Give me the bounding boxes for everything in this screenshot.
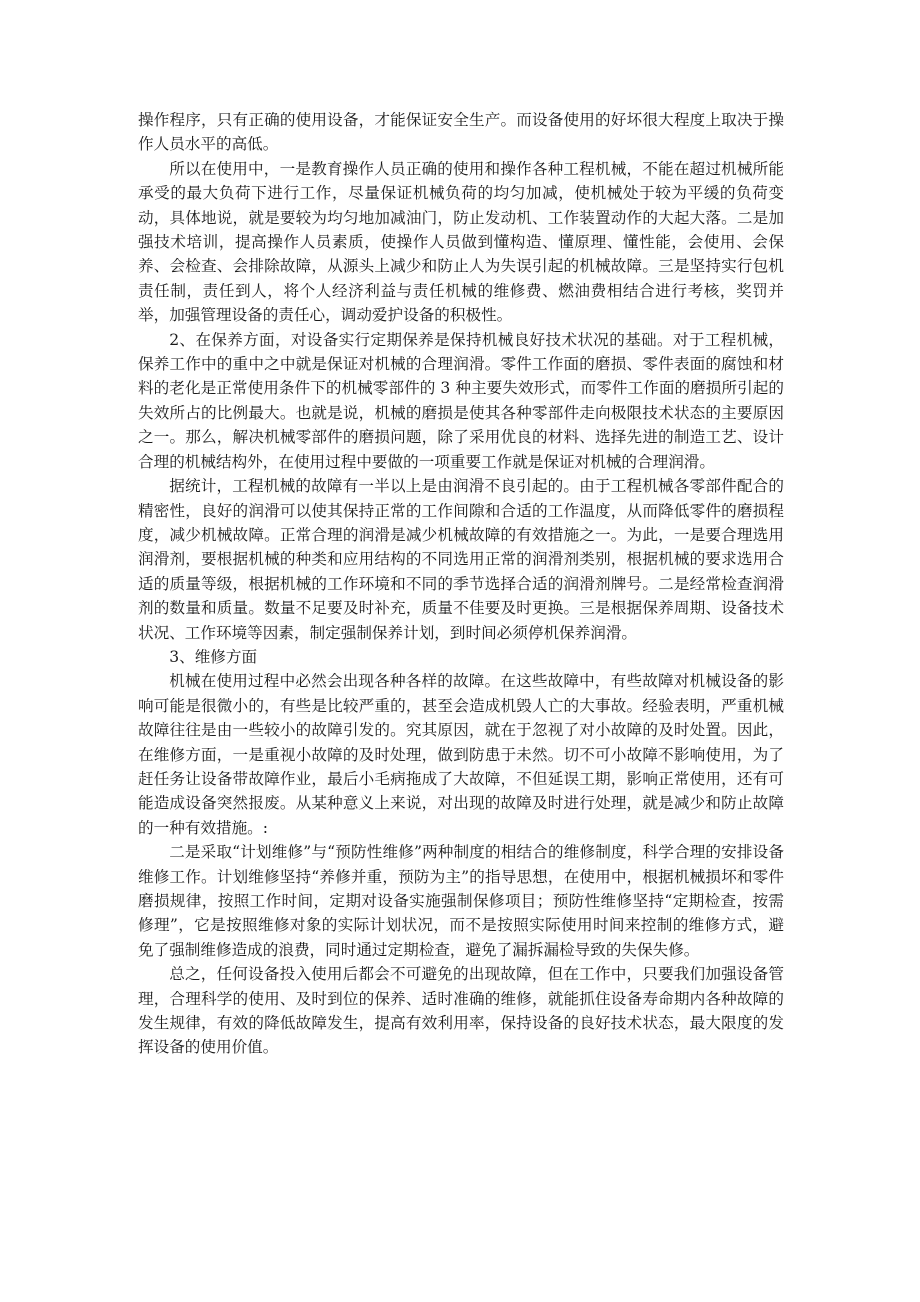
- paragraph-repair-minor-faults: 机械在使用过程中必然会出现各种各样的故障。在这些故障中，有些故障对机械设备的影响可能是很微小的，有些是比较严重的，甚至会造成机毁人亡的大事故。经验表明，严重机械故障往往是由一些较小的故障引发的。究其原因，就在于忽视了对小故障的及时处置。因此，在维修方面，一是重视小故障的及时处理，做到防患于未然。切不可小故障不影响使用，为了赶任务让设备带故障作业，最后小毛病拖成了大故障，不但延误工期，影响正常使用，还有可能造成设备突然报废。从某种意义上来说，对出现的故障及时进行处理，就是减少和防止故障的一种有效措施。:: [138, 672, 784, 837]
- paragraph-intro-continuation: 操作程序，只有正确的使用设备，才能保证安全生产。而设备使用的好坏很大程度上取决于操作人员水平的高低。: [138, 111, 784, 154]
- paragraph-repair-system: 二是采取“计划维修”与“预防性维修”两种制度的相结合的维修制度，科学合理的安排设备维修工作。计划维修坚持“养修并重，预防为主”的指导思想，在使用中，根据机械损坏和零件磨损规律，按照工作时间，定期对设备实施强制保修项目；预防性维修坚持“定期检查，按需修理”，它是按照维修对象的实际计划状况，而不是按照实际使用时间来控制的维修方式，避免了强制维修造成的浪费，同时通过定期检查，避免了漏拆漏检导致的失保失修。: [138, 843, 784, 959]
- document-body: [138, 108, 784, 1060]
- paragraph-lubrication: 据统计，工程机械的故障有一半以上是由润滑不良引起的。由于工程机械各零部件配合的精密性，良好的润滑可以使其保持正常的工作间隙和合适的工作温度，从而降低零件的磨损程度，减少机械故障。正常合理的润滑是减少机械故障的有效措施之一。为此，一是要合理选用润滑剂，要根据机械的种类和应用结构的不同选用正常的润滑剂类别，根据机械的要求选用合适的质量等级，根据机械的工作环境和不同的季节选择合适的润滑剂牌号。二是经常检查润滑剂的数量和质量。数量不足要及时补充，质量不佳要及时更换。三是根据保养周期、设备技术状况、工作环境等因素，制定强制保养计划，到时间必须停机保养润滑。: [138, 477, 784, 642]
- paragraph-conclusion: 总之，任何设备投入使用后都会不可避免的出现故障，但在工作中，只要我们加强设备管理，合理科学的使用、及时到位的保养、适时准确的维修，就能抓住设备寿命期内各种故障的发生规律，有效的降低故障发生，提高有效利用率，保持设备的良好技术状态，最大限度的发挥设备的使用价值。: [138, 965, 784, 1057]
- paragraph-usage: 所以在使用中，一是教育操作人员正确的使用和操作各种工程机械，不能在超过机械所能承受的最大负荷下进行工作，尽量保证机械负荷的均匀加减，使机械处于较为平缓的负荷变动，具体地说，就是要较为均匀地加减油门，防止发动机、工作装置动作的大起大落。二是加强技术培训，提高操作人员素质，使操作人员做到懂构造、懂原理、懂性能，会使用、会保养、会检查、会排除故障，从源头上减少和防止人为失误引起的机械故障。三是坚持实行包机责任制，责任到人，将个人经济利益与责任机械的维修费、燃油费相结合进行考核，奖罚并举，加强管理设备的责任心，调动爱护设备的积极性。: [138, 159, 784, 325]
- section-heading-repair: 3、维修方面: [169, 647, 258, 666]
- paragraph-maintenance: 2、在保养方面，对设备实行定期保养是保持机械良好技术状况的基础。对于工程机械，保养工作中的重中之中就是保证对机械的合理润滑。零件工作面的磨损、零件表面的腐蚀和材料的老化是正常使用条件下的机械零部件的 3 种主要失效形式，而零件工作面的磨损所引起的失效所占的比例最大。也就是说，机械的磨损是使其各种零部件走向极限技术状态的主要原因之一。那么，解决机械零部件的磨损问题，除了采用优良的材料、选择先进的制造工艺、设计合理的机械结构外，在使用过程中要做的一项重要工作就是保证对机械的合理润滑。: [138, 330, 784, 471]
